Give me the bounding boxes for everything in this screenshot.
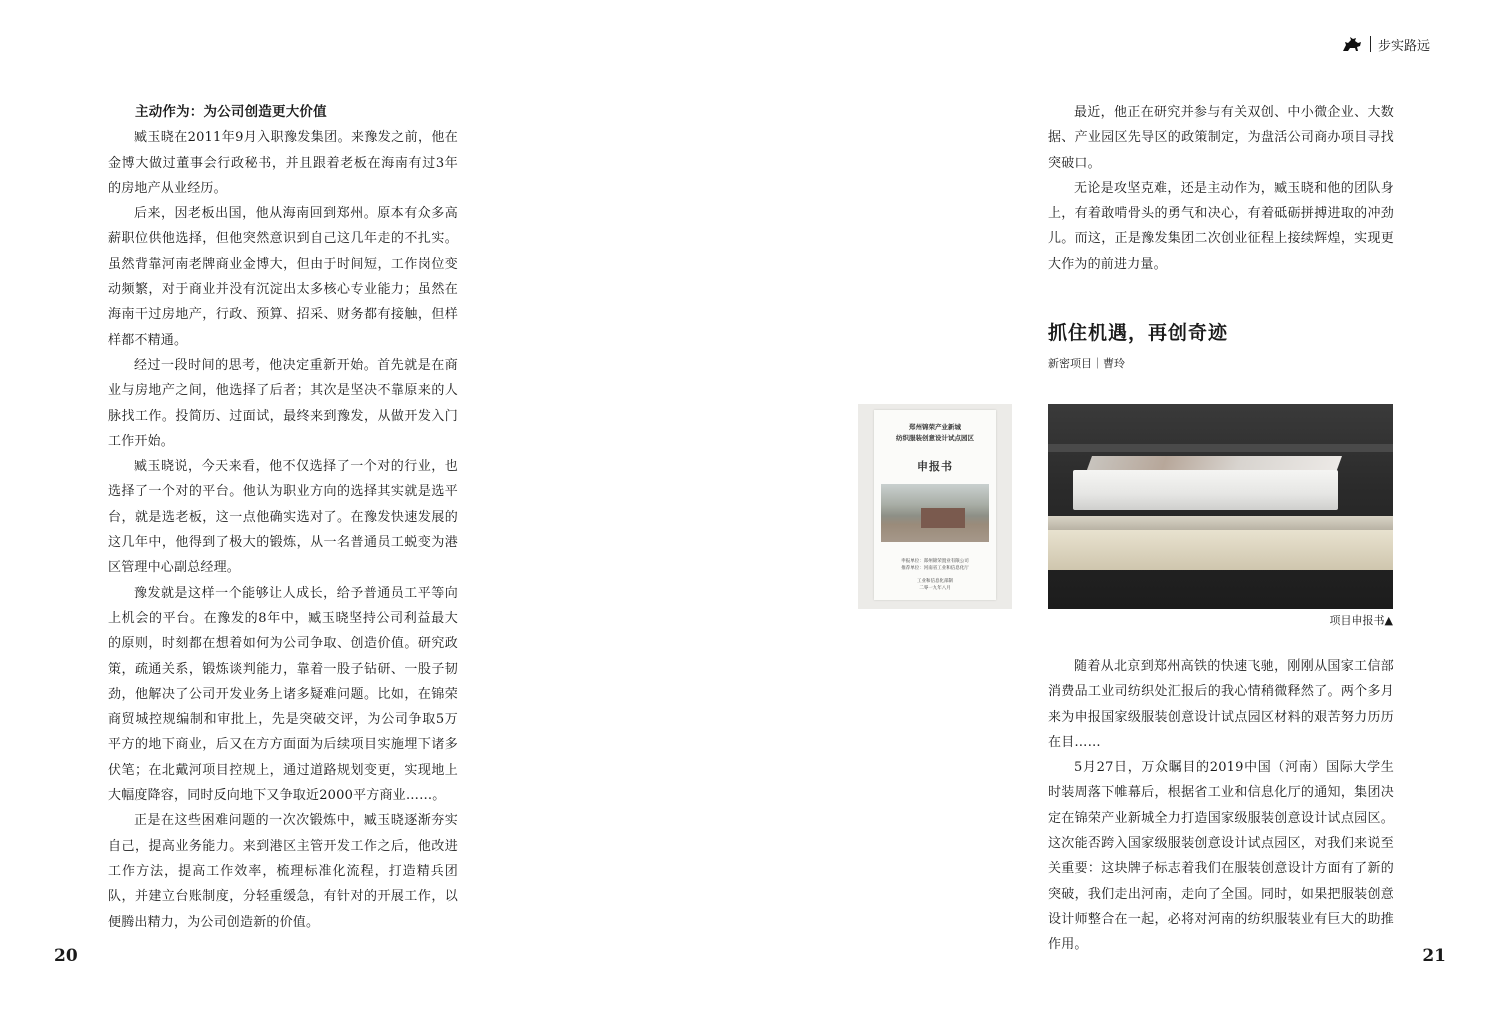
section-title: 抓住机遇，再创奇迹 xyxy=(1048,322,1229,344)
doc-footer xyxy=(874,558,996,592)
header-title: 步实路远 xyxy=(1377,38,1430,54)
left-paragraph: 臧玉晓在2011年9月入职豫发集团。来豫发之前，他在金博大做过董事会行政秘书，并且跟着老板在海南有过3年的房地产从业经历。 xyxy=(108,130,458,196)
doc-line-2: 纺织服装创意设计试点园区 xyxy=(896,434,974,442)
running-header xyxy=(1341,34,1430,54)
right-paragraph: 随着从北京到郑州高铁的快速飞驰，刚刚从国家工信部消费品工业司纺织处汇报后的我心情稍微释然了。两个多月来为申报国家级服装创意设计试点园区材料的艰苦努力历历在目…… xyxy=(1048,659,1394,750)
page-number-right: 21 xyxy=(1422,946,1446,966)
doc-line-1: 郑州锦荣产业新城 xyxy=(909,423,961,431)
left-paragraph: 豫发就是这样一个能够让人成长，给予普通员工平等向上机会的平台。在豫发的8年中，臧玉晓坚持公司利益最大的原则，时刻都在想着如何为公司争取、创造价值。研究政策，疏通关系，锻炼谈判能力，靠着一股子钻研、一股子韧劲，他解决了公司开发业务上诸多疑难问题。比如，在锦荣商贸城控规编制和审批上，先是突破交评，为公司争取5万平方的地下商业，后又在方方面面为后续项目实施埋下诸多伏笔；在北戴河项目控规上，通过道路规划变更，实现地上大幅度降容，同时反向地下又争取近2000平方商业……。 xyxy=(108,585,458,804)
application-cover-photo xyxy=(858,404,1012,609)
left-subhead: 主动作为：为公司创造更大价值 xyxy=(135,104,327,120)
right-paragraph: 无论是攻坚克难，还是主动作为，臧玉晓和他的团队身上，有着敢啃骨头的勇气和决心，有着砥砺拼搏进取的冲劲儿。而这，正是豫发集团二次创业征程上接续辉煌，实现更大作为的前进力量。 xyxy=(1048,180,1394,272)
left-paragraph: 臧玉晓说，今天来看，他不仅选择了一个对的行业，也选择了一个对的平台。他认为职业方向的选择其实就是选平台，就是选老板，这一点他确实选对了。在豫发快速发展的这几年中，他得到了极大的锻炼，从一名普通员工蜕变为港区管理中心副总经理。 xyxy=(108,459,458,576)
doc-footer-line: 二零一九年八月 xyxy=(919,586,951,591)
header-divider xyxy=(1370,36,1371,52)
application-document xyxy=(874,410,996,600)
right-paragraph: 最近，他正在研究并参与有关双创、中小微企业、大数据、产业园区先导区的政策制定，为盘活公司商办项目寻找突破口。 xyxy=(1048,105,1394,171)
byline: 新密项目｜曹玲 xyxy=(1048,357,1125,370)
doc-footer-line: 工业和信息化部制 xyxy=(917,579,953,584)
aerial-view-image xyxy=(881,484,989,542)
application-book-photo xyxy=(1048,404,1393,609)
left-paragraph: 正是在这些困难问题的一次次锻炼中，臧玉晓逐渐夯实自己，提高业务能力。来到港区主管开发工作之后，他改进工作方法，提高工作效率，梳理标准化流程，打造精兵团队，并建立台账制度，分轻重缓急，有针对的开展工作，以便腾出精力，为公司创造新的价值。 xyxy=(108,813,458,930)
right-article-column-bottom xyxy=(1048,654,1394,958)
page-number-left: 20 xyxy=(54,946,78,966)
right-article-column-top xyxy=(1048,100,1394,277)
doc-footer-line: 申报单位：郑州锦荣置业有限公司 xyxy=(901,559,969,564)
left-paragraph: 后来，因老板出国，他从海南回到郑州。原本有众多高薪职位供他选择，但他突然意识到自己这几年走的不扎实。虽然背靠河南老牌商业金博大，但由于时间短，工作岗位变动频繁，对于商业并没有沉淀出太多核心专业能力；虽然在海南干过房地产，行政、预算、招采、财务都有接触，但样样都不精通。 xyxy=(108,206,458,348)
left-paragraph: 经过一段时间的思考，他决定重新开始。首先就是在商业与房地产之间，他选择了后者；其次是坚决不靠原来的人脉找工作。投简历、过面试，最终来到豫发，从做开发入门工作开始。 xyxy=(108,357,458,449)
horse-rider-icon xyxy=(1341,34,1363,54)
photo-caption: 项目申报书▲ xyxy=(1329,614,1393,627)
right-paragraph: 5月27日，万众瞩目的2019中国（河南）国际大学生时装周落下帷幕后，根据省工业和信息化厅的通知，集团决定在锦荣产业新城全力打造国家级服装创意设计试点园区。这次能否跨入国家级服装创意设计试点园区，对我们来说至关重要：这块牌子标志着我们在服装创意设计方面有了新的突破，我们走出河南，走向了全国。同时，如果把服装创意设计师整合在一起，必将对河南的纺织服装业有巨大的助推作用。 xyxy=(1048,760,1394,953)
left-article-column xyxy=(108,100,458,935)
doc-title: 申报书 xyxy=(917,460,953,473)
doc-footer-line: 推荐单位：河南省工业和信息化厅 xyxy=(901,566,969,571)
